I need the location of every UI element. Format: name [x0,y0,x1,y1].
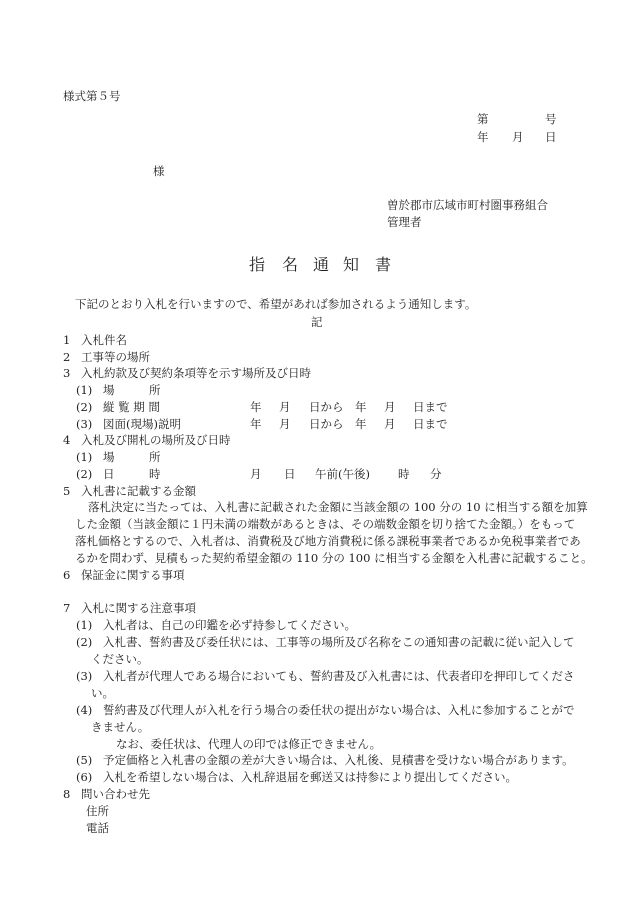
section-3-2-num: (2) [76,400,93,414]
section-6-label: 保証金に関する事項 [81,568,185,582]
doc-date-day: 日 [545,130,557,144]
section-4-num: 4 [63,433,71,447]
contact-address-label: 住所 [86,804,109,818]
issuer-title: 管理者 [387,215,422,229]
section-4-1-label: 場 所 [103,450,161,464]
section-3-3-nen1: 年 [250,417,262,431]
section-1-num: 1 [63,333,71,347]
section-7-label: 入札に関する注意事項 [81,601,196,615]
section-3-2-label: 縦 覧 期 間 [103,400,160,414]
doc-date-month: 月 [512,130,524,144]
section-3-3-hikara: 日から [309,417,344,431]
section-3-3-num: (3) [76,417,93,431]
section-3-2-tsuki2: 月 [384,400,396,414]
section-3-num: 3 [63,366,71,380]
section-4-2-gozen: 午前(午後) [315,467,370,481]
ki-label: 記 [311,315,323,329]
section-4-2-hi: 日 [284,467,296,481]
section-3-2-himade: 日まで [413,400,448,414]
section-8-num: 8 [63,787,71,801]
section-2-label: 工事等の場所 [81,350,150,364]
section-3-3-label: 図面(現場)説明 [103,417,181,431]
doc-date-year: 年 [477,130,489,144]
section-3-1-label: 場 所 [103,383,161,397]
section-7-num: 7 [63,601,71,615]
section-3-2-nen2: 年 [355,400,367,414]
section-5-num: 5 [63,484,71,498]
section-2-num: 2 [63,350,71,364]
section-3-3-nen2: 年 [355,417,367,431]
section-3-2-nen1: 年 [250,400,262,414]
section-4-2-tsuki: 月 [250,467,262,481]
section-4-label: 入札及び開札の場所及び日時 [81,433,231,447]
section-3-1-num: (1) [76,383,93,397]
section-1-label: 入札件名 [81,333,127,347]
section-4-2-ji: 時 [398,467,410,481]
doc-no-dai: 第 [477,112,489,126]
contact-phone-label: 電話 [86,821,109,835]
section-3-3-himade: 日まで [413,417,448,431]
section-3-label: 入札約款及び契約条項等を示す場所及び日時 [81,366,311,380]
section-3-3-tsuki2: 月 [384,417,396,431]
doc-no-go: 号 [545,112,557,126]
addressee-suffix: 様 [153,164,165,178]
section-4-1-num: (1) [76,450,93,464]
section-8-label: 問い合わせ先 [81,787,150,801]
form-number: 様式第５号 [63,89,121,103]
section-4-2-num: (2) [76,467,93,481]
section-3-2-tsuki1: 月 [279,400,291,414]
section-5-label: 入札書に記載する金額 [81,484,196,498]
intro-text: 下記のとおり入札を行いますので、希望があれば参加されるよう通知します。 [75,297,477,311]
issuer-organization: 曽於郡市広域市町村圏事務組合 [387,198,548,212]
section-4-2-label: 日 時 [103,467,161,481]
section-3-2-hikara: 日から [309,400,344,414]
section-3-3-tsuki1: 月 [279,417,291,431]
section-6-num: 6 [63,568,71,582]
section-4-2-fun: 分 [430,467,442,481]
